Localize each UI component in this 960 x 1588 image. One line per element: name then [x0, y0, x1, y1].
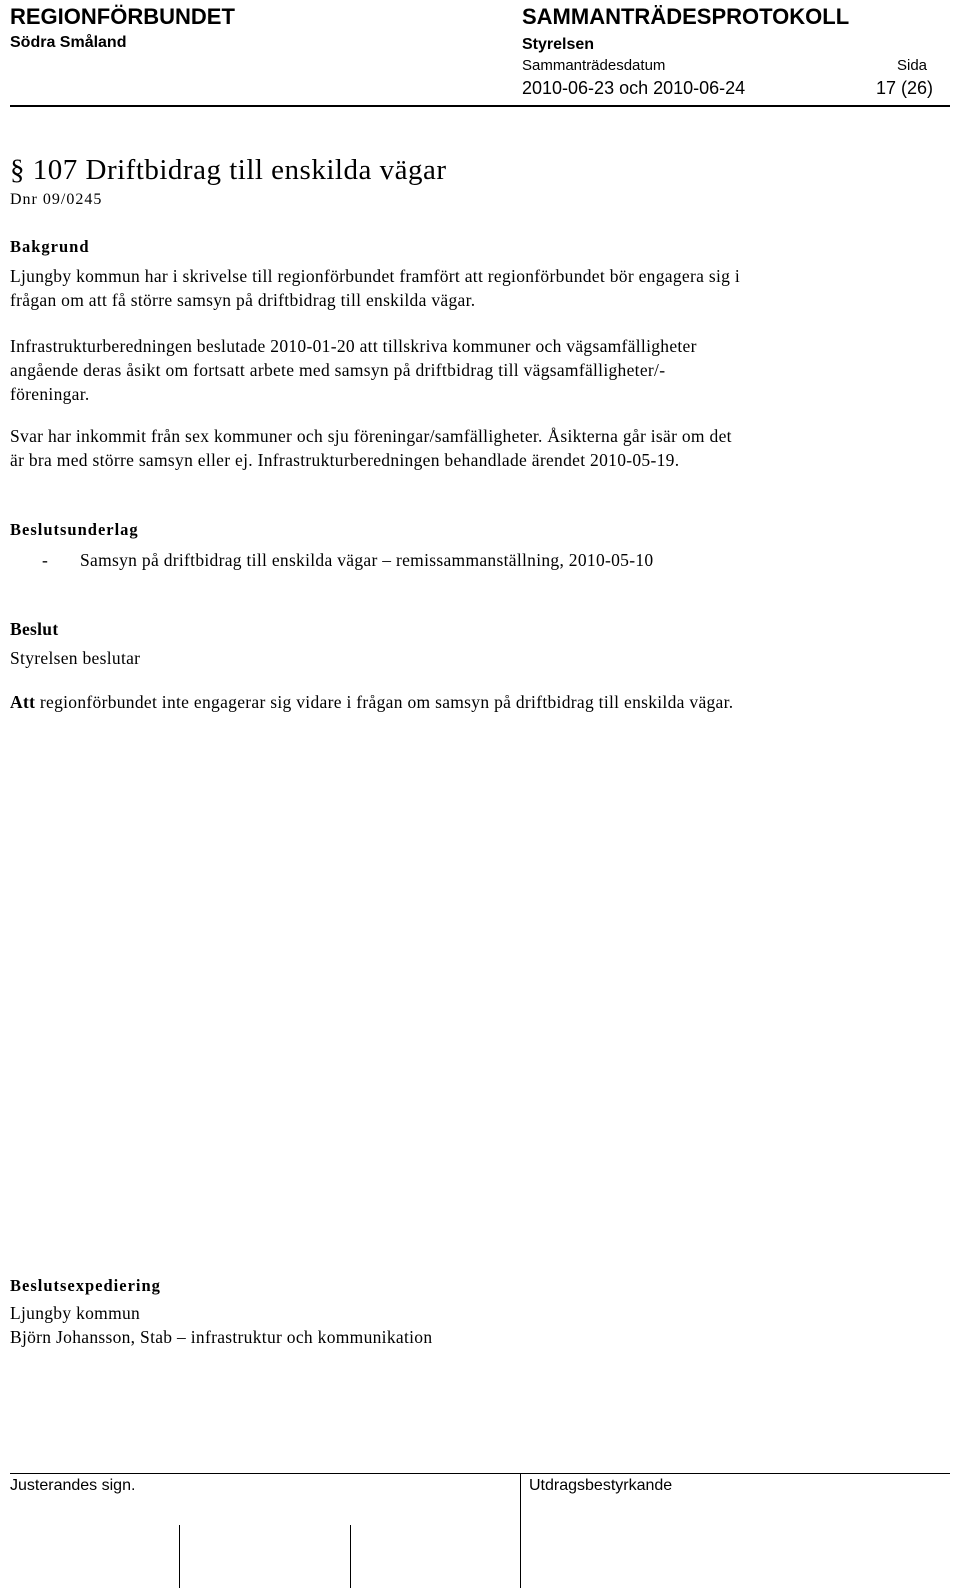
- beslutsunderlag-item: Samsyn på driftbidrag till enskilda vägar – remissammanställning, 2010-05-10: [80, 550, 654, 570]
- org-name: REGIONFÖRBUNDET: [10, 4, 235, 29]
- dnr: Dnr 09/0245: [10, 191, 103, 208]
- bakgrund-p3-line2: är bra med större samsyn eller ej. Infrastrukturberedningen behandlade ärendet 2010-05-19.: [10, 450, 680, 470]
- cert-label: Utdragsbestyrkande: [529, 1477, 673, 1494]
- recipient-1: Ljungby kommun: [10, 1303, 141, 1323]
- beslutsunderlag-heading: Beslutsunderlag: [10, 520, 139, 539]
- recipient-2: Björn Johansson, Stab – infrastruktur och kommunikation: [10, 1327, 433, 1347]
- beslut-decision: [10, 690, 733, 714]
- date-label: Sammanträdesdatum: [522, 57, 666, 74]
- meeting-dates: 2010-06-23 och 2010-06-24: [522, 78, 746, 98]
- org-region: Södra Småland: [10, 34, 127, 51]
- title-text: 107 Driftbidrag till enskilda vägar: [32, 154, 447, 186]
- section-sign: §: [10, 154, 25, 186]
- bakgrund-p1-line2: frågan om att få större samsyn på driftbidrag till enskilda vägar.: [10, 290, 476, 310]
- sign-label: Justerandes sign.: [10, 1477, 136, 1494]
- page-label: Sida: [897, 57, 928, 74]
- beslutsexpediering-heading: Beslutsexpediering: [10, 1276, 161, 1295]
- sign-box-divider-2: [350, 1525, 351, 1588]
- sign-box-divider-1: [179, 1525, 180, 1588]
- bakgrund-p2-line3: föreningar.: [10, 384, 90, 404]
- beslutsunderlag-bullet: -: [42, 550, 49, 570]
- bakgrund-p1-line1: Ljungby kommun har i skrivelse till regionförbundet framfört att regionförbundet bör engagera sig i: [10, 266, 740, 286]
- beslut-decision-text: regionförbundet inte engagerar sig vidare i frågan om samsyn på driftbidrag till enskilda vägar.: [35, 692, 734, 712]
- page-title: [10, 154, 446, 187]
- header-rule: [10, 105, 950, 107]
- beslut-heading: Beslut: [10, 619, 59, 639]
- beslut-intro: Styrelsen beslutar: [10, 648, 141, 668]
- body-name: Styrelsen: [522, 36, 595, 53]
- doc-type: SAMMANTRÄDESPROTOKOLL: [522, 4, 850, 29]
- bakgrund-p2-line1: Infrastrukturberedningen beslutade 2010-01-20 att tillskriva kommuner och vägsamfälligheter: [10, 336, 697, 356]
- footer-rule: [10, 1473, 950, 1474]
- bakgrund-p2-line2: angående deras åsikt om fortsatt arbete med samsyn på driftbidrag till vägsamfälligheter/-: [10, 360, 666, 380]
- bakgrund-heading: Bakgrund: [10, 237, 90, 256]
- bakgrund-p3-line1: Svar har inkommit från sex kommuner och sju föreningar/samfälligheter. Åsikterna går isär om det: [10, 426, 732, 446]
- footer-divider: [520, 1473, 521, 1588]
- page-number: 17 (26): [876, 78, 934, 98]
- beslut-att: Att: [10, 692, 36, 712]
